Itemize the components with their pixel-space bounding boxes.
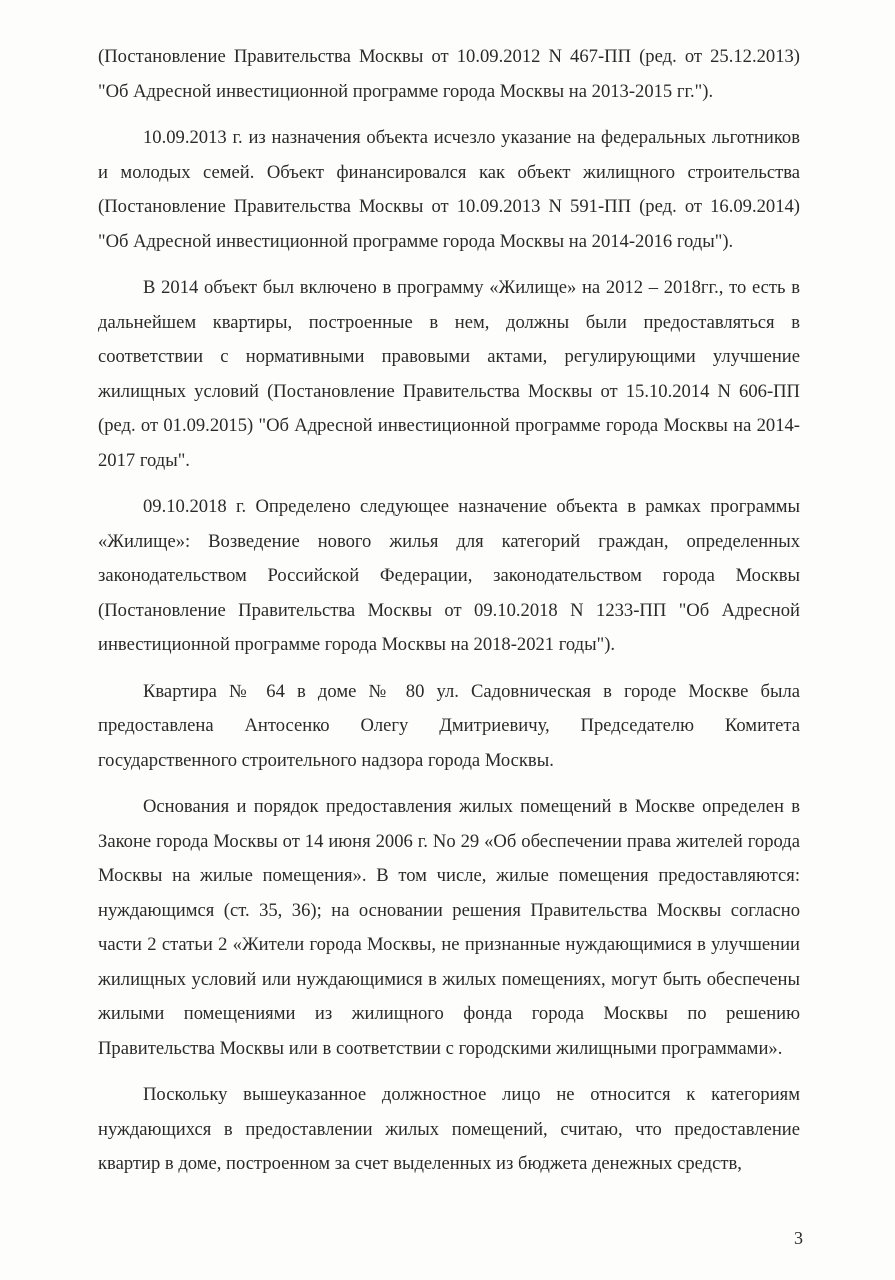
paragraph-4: 09.10.2018 г. Определено следующее назначение объекта в рамках программы «Жилище»: Возведение нового жилья для категорий граждан, определенных законодательством Российской Федерации, законодательством города Москвы (Постановление Правительства Москвы от 09.10.2018 N 1233-ПП "Об Адресной инвестиционной программе города Москвы на 2018-2021 годы"). bbox=[98, 496, 800, 655]
document-body bbox=[98, 40, 800, 1194]
paragraph-2: 10.09.2013 г. из назначения объекта исчезло указание на федеральных льготников и молодых семей. Объект финансировался как объект жилищного строительства (Постановление Правительства Москвы от 10.09.2013 N 591-ПП (ред. от 16.09.2014) "Об Адресной инвестиционной программе города Москвы на 2014-2016 годы"). bbox=[98, 127, 800, 252]
paragraph-5: Квартира № 64 в доме № 80 ул. Садовническая в городе Москве была предоставлена Антосенко Олегу Дмитриевичу, Председателю Комитета государственного строительного надзора города Москвы. bbox=[98, 680, 800, 771]
paragraph-1: (Постановление Правительства Москвы от 10.09.2012 N 467-ПП (ред. от 25.12.2013) "Об Адресной инвестиционной программе города Москвы на 2013-2015 гг."). bbox=[98, 46, 800, 102]
page-number: 3 bbox=[794, 1228, 803, 1248]
paragraph-6: Основания и порядок предоставления жилых помещений в Москве определен в Законе города Москвы от 14 июня 2006 г. No 29 «Об обеспечении права жителей города Москвы на жилые помещения». В том числе, жилые помещения предоставляются: нуждающимся (ст. 35, 36); на основании решения Правительства Москвы согласно части 2 статьи 2 «Жители города Москвы, не признанные нуждающимися в улучшении жилищных условий или нуждающимися в жилых помещениях, могут быть обеспечены жилыми помещениями из жилищного фонда города Москвы по решению Правительства Москвы или в соответствии с городскими жилищными программами». bbox=[98, 796, 800, 1059]
paragraph-3: В 2014 объект был включено в программу «Жилище» на 2012 – 2018гг., то есть в дальнейшем квартиры, построенные в нем, должны были предоставляться в соответствии с нормативными правовыми актами, регулирующими улучшение жилищных условий (Постановление Правительства Москвы от 15.10.2014 N 606-ПП (ред. от 01.09.2015) "Об Адресной инвестиционной программе города Москвы на 2014-2017 годы". bbox=[98, 277, 800, 471]
paragraph-7: Поскольку вышеуказанное должностное лицо не относится к категориям нуждающихся в предоставлении жилых помещений, считаю, что предоставление квартир в доме, построенном за счет выделенных из бюджета денежных средств, bbox=[98, 1084, 800, 1174]
